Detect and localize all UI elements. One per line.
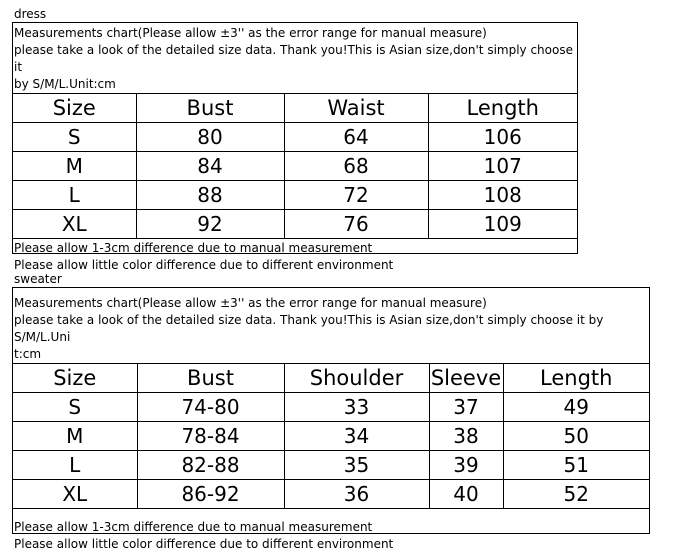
table-row: [13, 210, 577, 239]
table-row: [13, 422, 649, 451]
size-cell: XL: [13, 210, 136, 239]
dress-header-line: please take a look of the detailed size data. Thank you!This is Asian size,don't simply choose it: [14, 43, 573, 74]
sweater-size-chart: [12, 287, 650, 551]
dress-footer-line: Please allow 1-3cm difference due to manual measurement: [14, 241, 373, 255]
size-cell: L: [13, 181, 136, 210]
length-cell: 108: [428, 181, 577, 210]
sleeve-cell: 39: [429, 451, 503, 480]
column-header-shoulder: Shoulder: [284, 364, 429, 393]
size-cell: S: [13, 393, 137, 422]
sweater-header-note: [13, 288, 649, 363]
column-header-sleeve: Sleeve: [429, 364, 503, 393]
size-cell: M: [13, 422, 137, 451]
length-cell: 49: [503, 393, 649, 422]
waist-cell: 76: [284, 210, 428, 239]
sleeve-cell: 37: [429, 393, 503, 422]
table-row: [13, 451, 649, 480]
bust-cell: 92: [136, 210, 284, 239]
waist-cell: 68: [284, 152, 428, 181]
column-header-waist: Waist: [284, 94, 428, 123]
sweater-header-line: t:cm: [14, 347, 42, 361]
shoulder-cell: 35: [284, 451, 429, 480]
waist-cell: 64: [284, 123, 428, 152]
sweater-section-label: sweater: [14, 272, 62, 286]
dress-header-note: [13, 23, 577, 93]
dress-header-line: Measurements chart(Please allow ±3'' as the error range for manual measure): [14, 26, 487, 40]
length-cell: 51: [503, 451, 649, 480]
length-cell: 109: [428, 210, 577, 239]
shoulder-cell: 33: [284, 393, 429, 422]
table-row: [13, 181, 577, 210]
column-header-size: Size: [13, 364, 137, 393]
column-header-bust: Bust: [137, 364, 284, 393]
size-cell: S: [13, 123, 136, 152]
sweater-footer-line: Please allow little color difference due to different environment: [14, 537, 394, 551]
length-cell: 52: [503, 480, 649, 509]
bust-cell: 84: [136, 152, 284, 181]
bust-cell: 80: [136, 123, 284, 152]
table-row: [13, 152, 577, 181]
dress-size-table: [13, 93, 577, 239]
bust-cell: 78-84: [137, 422, 284, 451]
column-header-length: Length: [428, 94, 577, 123]
sweater-footer-line: Please allow 1-3cm difference due to manual measurement: [14, 520, 373, 534]
sweater-header-line: please take a look of the detailed size data. Thank you!This is Asian size,don't simply choose it by S/M/L.Uni: [14, 313, 604, 344]
column-header-length: Length: [503, 364, 649, 393]
table-header-row: [13, 364, 649, 393]
table-row: [13, 393, 649, 422]
bust-cell: 88: [136, 181, 284, 210]
sleeve-cell: 38: [429, 422, 503, 451]
dress-size-chart: [12, 22, 578, 272]
size-cell: M: [13, 152, 136, 181]
dress-header-line: by S/M/L.Unit:cm: [14, 77, 116, 91]
table-row: [13, 123, 577, 152]
sweater-header-line: Measurements chart(Please allow ±3'' as the error range for manual measure): [14, 296, 487, 310]
sweater-size-table: [13, 363, 649, 509]
shoulder-cell: 34: [284, 422, 429, 451]
bust-cell: 82-88: [137, 451, 284, 480]
dress-footer-line: Please allow little color difference due to different environment: [14, 258, 394, 272]
length-cell: 50: [503, 422, 649, 451]
column-header-bust: Bust: [136, 94, 284, 123]
bust-cell: 86-92: [137, 480, 284, 509]
table-row: [13, 480, 649, 509]
size-cell: XL: [13, 480, 137, 509]
length-cell: 106: [428, 123, 577, 152]
table-header-row: [13, 94, 577, 123]
dress-section-label: dress: [14, 7, 47, 21]
length-cell: 107: [428, 152, 577, 181]
sleeve-cell: 40: [429, 480, 503, 509]
bust-cell: 74-80: [137, 393, 284, 422]
column-header-size: Size: [13, 94, 136, 123]
waist-cell: 72: [284, 181, 428, 210]
sweater-footer-note: [13, 509, 649, 553]
shoulder-cell: 36: [284, 480, 429, 509]
dress-footer-note: [13, 239, 577, 274]
size-cell: L: [13, 451, 137, 480]
